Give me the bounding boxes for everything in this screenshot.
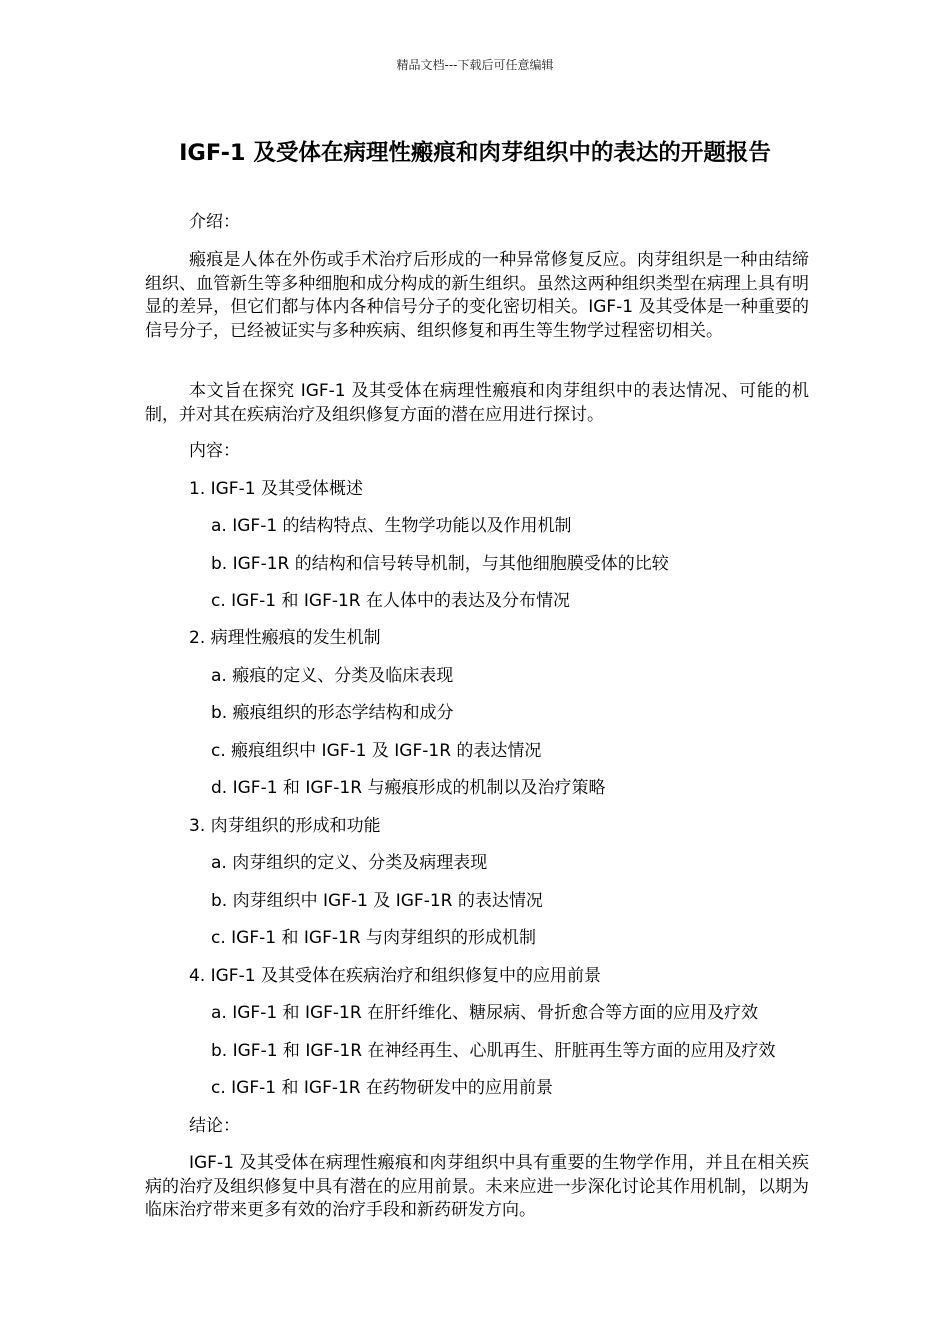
conclusion-paragraph: IGF-1 及其受体在病理性瘢痕和肉芽组织中具有重要的生物学作用，并且在相关疾病的治疗及组织修复中具有潜在的应用前景。未来应进一步深化讨论其作用机制，以期为临床治疗带来更多有效的治疗手段和新药研发方向。: [145, 1153, 809, 1220]
section-title: 2. 病理性瘢痕的发生机制: [189, 628, 381, 648]
list-item: b. 肉芽组织中 IGF-1 及 IGF-1R 的表达情况: [211, 891, 543, 911]
list-item: b. 瘢痕组织的形态学结构和成分: [211, 703, 454, 723]
list-item: b. IGF-1 和 IGF-1R 在神经再生、心肌再生、肝脏再生等方面的应用及疗效: [211, 1041, 776, 1061]
intro-heading: 介绍：: [189, 212, 240, 232]
intro-paragraph-1: 瘢痕是人体在外伤或手术治疗后形成的一种异常修复反应。肉芽组织是一种由结缔组织、血管新生等多种细胞和成分构成的新生组织。虽然这两种组织类型在病理上具有明显的差异，但它们都与体内各种信号分子的变化密切相关。IGF-1 及其受体是一种重要的信号分子，已经被证实与多种疾病、组织修复和再生等生物学过程密切相关。: [145, 250, 809, 341]
content-heading: 内容：: [189, 441, 240, 461]
section-title: 1. IGF-1 及其受体概述: [189, 479, 363, 499]
list-item: a. 瘢痕的定义、分类及临床表现: [211, 666, 454, 686]
list-item: c. IGF-1 和 IGF-1R 在药物研发中的应用前景: [211, 1078, 554, 1098]
list-item: a. IGF-1 和 IGF-1R 在肝纤维化、糖尿病、骨折愈合等方面的应用及疗效: [211, 1003, 759, 1023]
document-title: IGF-1 及受体在病理性瘢痕和肉芽组织中的表达的开题报告: [179, 140, 771, 166]
document-body: [145, 0, 809, 1344]
list-item: d. IGF-1 和 IGF-1R 与瘢痕形成的机制以及治疗策略: [211, 778, 606, 798]
section-title: 3. 肉芽组织的形成和功能: [189, 816, 381, 836]
intro-paragraph-2: 本文旨在探究 IGF-1 及其受体在病理性瘢痕和肉芽组织中的表达情况、可能的机制，并对其在疾病治疗及组织修复方面的潜在应用进行探讨。: [145, 381, 809, 425]
page-header-watermark: 精品文档---下载后可任意编辑: [396, 58, 554, 72]
list-item: a. 肉芽组织的定义、分类及病理表现: [211, 853, 488, 873]
list-item: c. IGF-1 和 IGF-1R 在人体中的表达及分布情况: [211, 591, 571, 611]
list-item: a. IGF-1 的结构特点、生物学功能以及作用机制: [211, 516, 572, 536]
list-item: b. IGF-1R 的结构和信号转导机制，与其他细胞膜受体的比较: [211, 554, 669, 574]
conclusion-heading: 结论：: [189, 1116, 240, 1136]
list-item: c. 瘢痕组织中 IGF-1 及 IGF-1R 的表达情况: [211, 741, 542, 761]
section-title: 4. IGF-1 及其受体在疾病治疗和组织修复中的应用前景: [189, 966, 601, 986]
list-item: c. IGF-1 和 IGF-1R 与肉芽组织的形成机制: [211, 928, 537, 948]
